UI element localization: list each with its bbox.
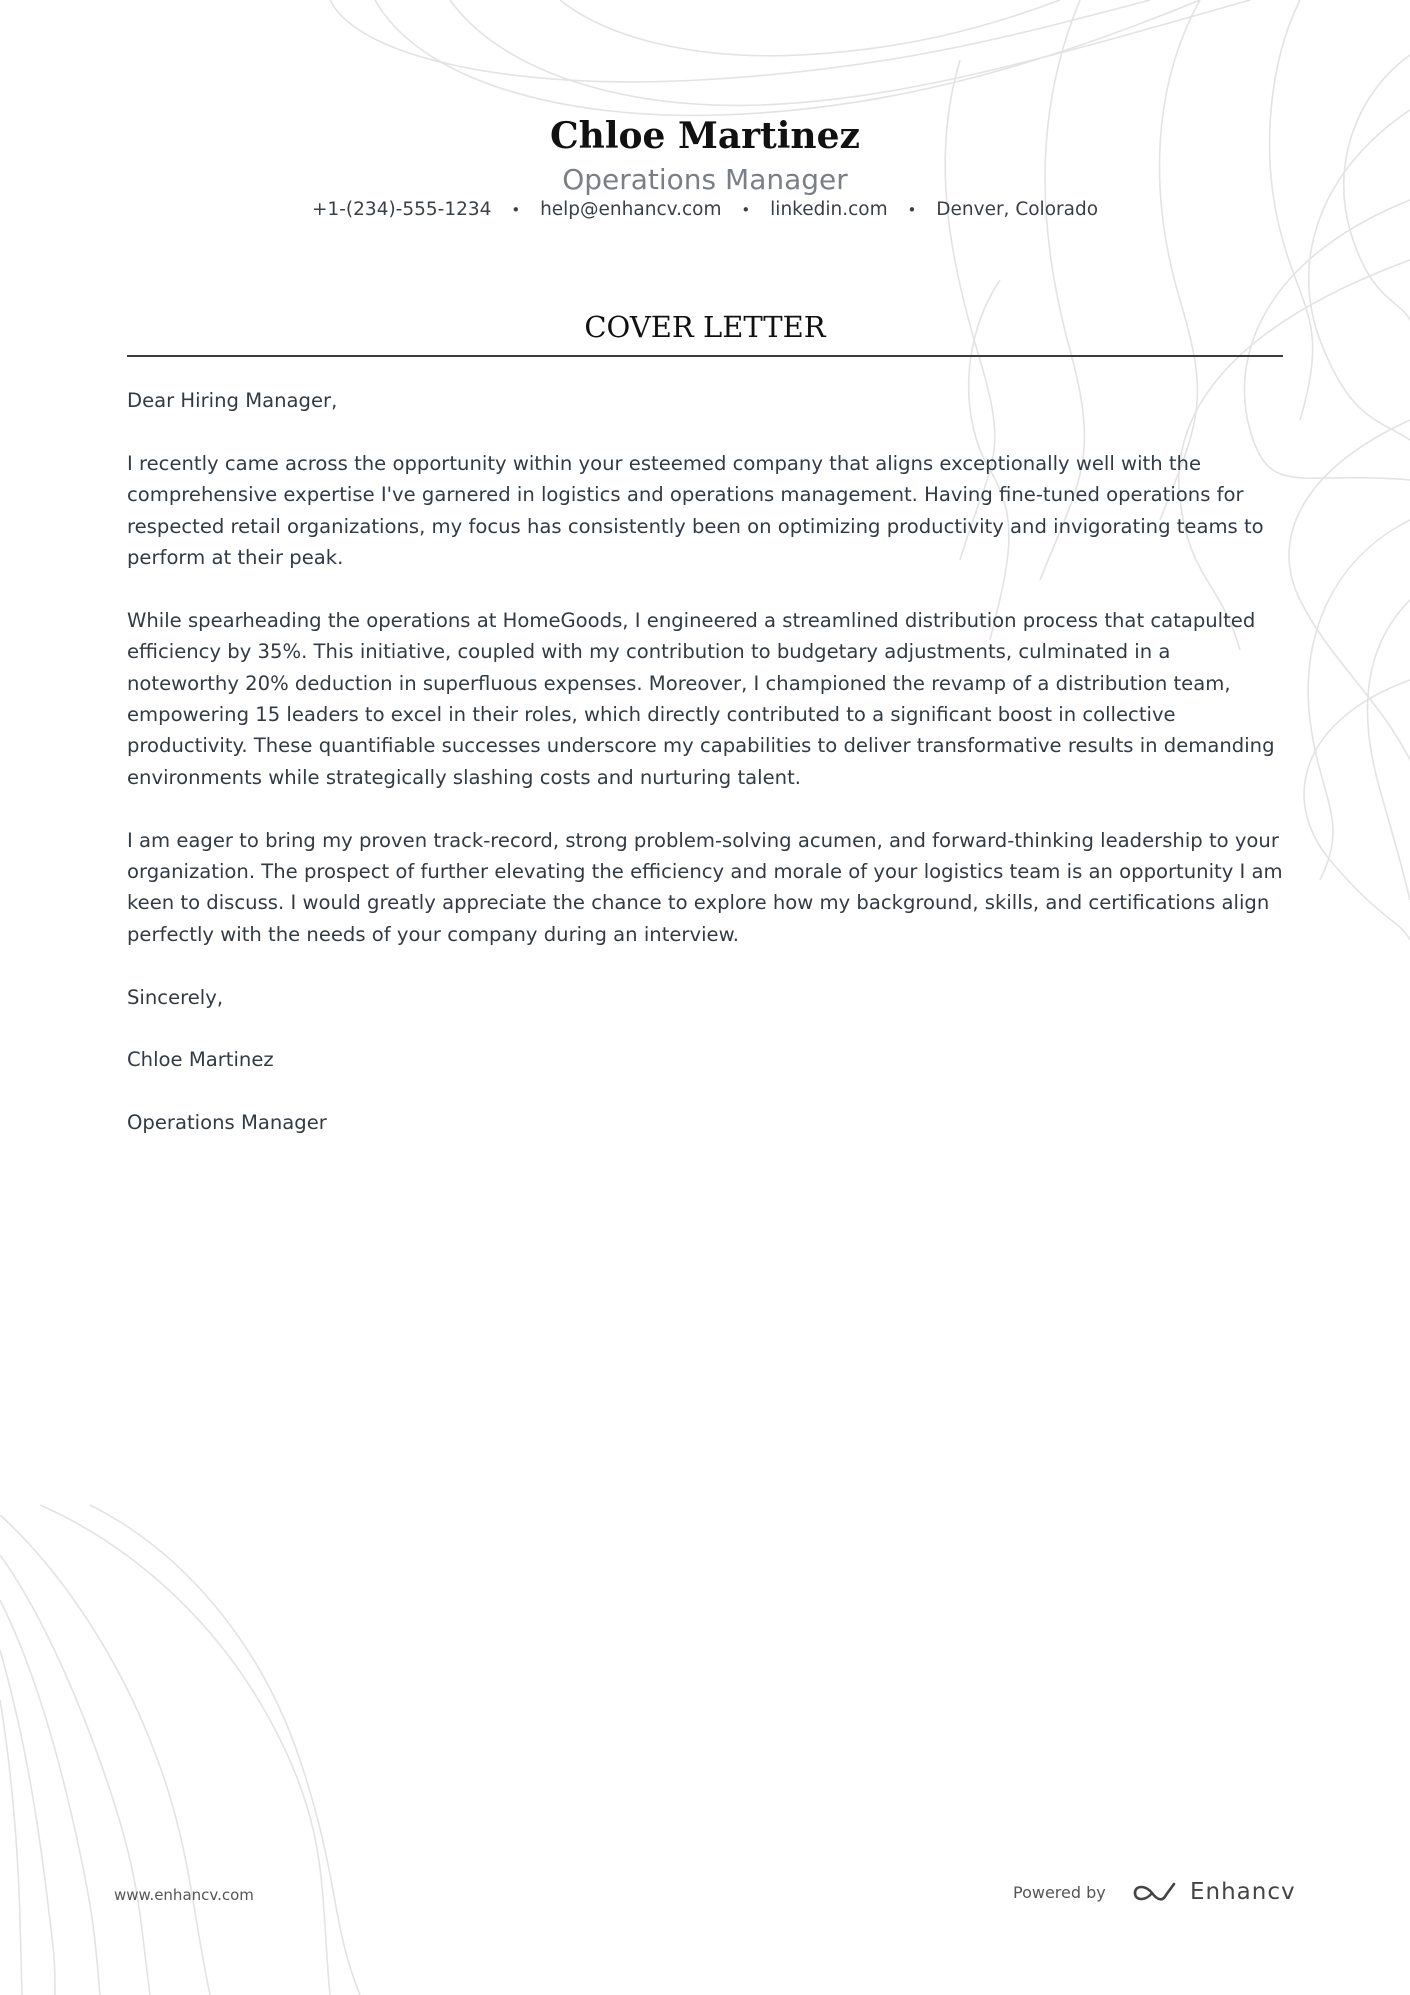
contact-separator: •	[511, 201, 521, 219]
applicant-title: Operations Manager	[562, 163, 848, 196]
letter-paragraph: I recently came across the opportunity within your esteemed company that aligns exceptionally well with the comprehensive expertise I've garnered in logistics and operations management. Having fine-tuned operations for respected retail organizations, my focus has consistently been on optimizing productivity and invigorating teams to perform at their peak.	[127, 451, 1264, 570]
signature-name: Chloe Martinez	[127, 1048, 274, 1072]
letter-greeting: Dear Hiring Manager,	[127, 389, 338, 412]
footer-website-link[interactable]: www.enhancv.com	[114, 1886, 254, 1904]
powered-by-label: Powered by	[1013, 1883, 1106, 1902]
contact-phone: +1-(234)-555-1234	[311, 199, 492, 220]
section-divider	[127, 355, 1283, 357]
enhancv-logo-icon	[1130, 1880, 1180, 1906]
contact-separator: •	[741, 201, 751, 219]
contact-location: Denver, Colorado	[936, 199, 1099, 220]
contact-email[interactable]: help@enhancv.com	[540, 199, 722, 220]
letter-body	[127, 385, 1287, 1170]
enhancv-brand-name[interactable]: Enhancv	[1190, 1879, 1296, 1905]
contact-linkedin[interactable]: linkedin.com	[770, 199, 888, 220]
contact-info	[0, 197, 1410, 223]
signature-title: Operations Manager	[127, 1111, 327, 1135]
letter-paragraph: While spearheading the operations at HomeGoods, I engineered a streamlined distribution process that catapulted efficiency by 35%. This initiative, coupled with my contribution to budgetary adjustments, culminated in a noteworthy 20% deduction in superfluous expenses. Moreover, I championed the revamp of a distribution team, empowering 15 leaders to excel in their roles, which directly contributed to a significant boost in collective productivity. These quantifiable successes underscore my capabilities to deliver transformative results in demanding environments while strategically slashing costs and nurturing talent.	[127, 608, 1275, 789]
letter-closing: Sincerely,	[127, 985, 224, 1009]
letter-paragraph: I am eager to bring my proven track-record, strong problem-solving acumen, and forward-thinking leadership to your organization. The prospect of further elevating the efficiency and morale of your logistics team is an opportunity I am keen to discuss. I would greatly appreciate the chance to explore how my background, skills, and certifications align perfectly with the needs of your company during an interview.	[127, 828, 1283, 946]
contact-separator: •	[907, 201, 917, 219]
section-title: COVER LETTER	[584, 310, 826, 344]
applicant-name: Chloe Martinez	[550, 115, 860, 157]
